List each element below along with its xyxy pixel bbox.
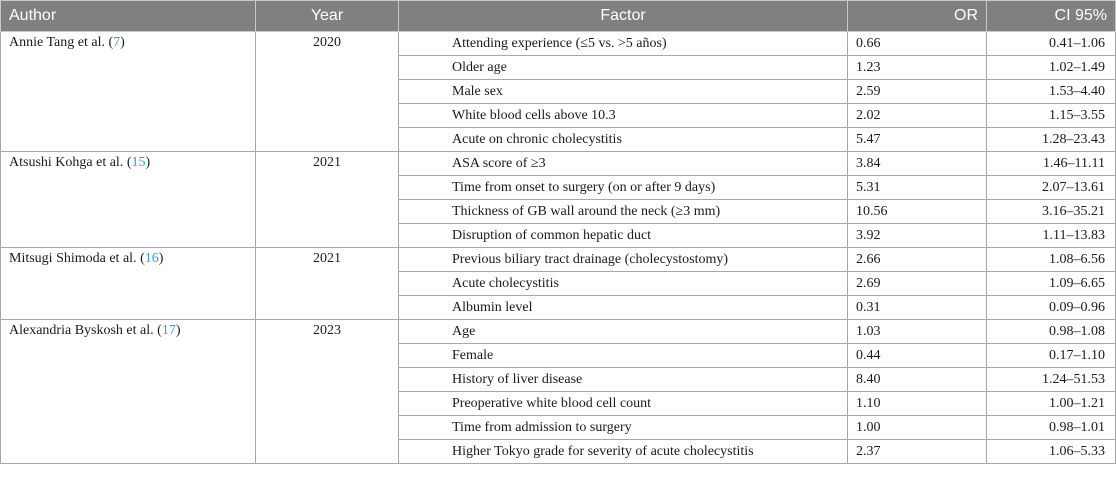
or-cell: 2.02 xyxy=(848,104,987,128)
or-cell: 3.84 xyxy=(848,152,987,176)
table-row xyxy=(1,320,1116,344)
ci-cell: 1.15–3.55 xyxy=(987,104,1116,128)
or-cell: 1.23 xyxy=(848,56,987,80)
factor-cell: Higher Tokyo grade for severity of acute cholecystitis xyxy=(399,440,848,464)
year-cell: 2020 xyxy=(256,32,399,152)
reference-link[interactable]: 16 xyxy=(144,251,159,266)
ci-cell: 1.53–4.40 xyxy=(987,80,1116,104)
or-cell: 5.31 xyxy=(848,176,987,200)
table-row xyxy=(1,152,1116,176)
factor-cell: Acute on chronic cholecystitis xyxy=(399,128,848,152)
ci-cell: 1.28–23.43 xyxy=(987,128,1116,152)
factor-cell: Time from admission to surgery xyxy=(399,416,848,440)
author-name: Atsushi Kohga et al. xyxy=(9,155,124,170)
ci-cell: 1.08–6.56 xyxy=(987,248,1116,272)
factor-cell: Preoperative white blood cell count xyxy=(399,392,848,416)
table-header xyxy=(1,1,1116,32)
factor-cell: Attending experience (≤5 vs. >5 años) xyxy=(399,32,848,56)
ci-cell: 0.41–1.06 xyxy=(987,32,1116,56)
year-cell: 2021 xyxy=(256,152,399,248)
factor-cell: History of liver disease xyxy=(399,368,848,392)
ci-cell: 1.09–6.65 xyxy=(987,272,1116,296)
header-ci: CI 95% xyxy=(987,1,1116,32)
ci-cell: 0.98–1.08 xyxy=(987,320,1116,344)
factor-cell: Age xyxy=(399,320,848,344)
or-cell: 1.10 xyxy=(848,392,987,416)
header-row xyxy=(1,1,1116,32)
header-author: Author xyxy=(1,1,256,32)
factor-cell: Male sex xyxy=(399,80,848,104)
table-body xyxy=(1,32,1116,464)
factor-cell: Acute cholecystitis xyxy=(399,272,848,296)
ci-cell: 1.06–5.33 xyxy=(987,440,1116,464)
reference-link[interactable]: 15 xyxy=(131,155,146,170)
ci-cell: 3.16–35.21 xyxy=(987,200,1116,224)
factor-cell: Time from onset to surgery (on or after 9 days) xyxy=(399,176,848,200)
factor-cell: Thickness of GB wall around the neck (≥3 mm) xyxy=(399,200,848,224)
year-cell: 2023 xyxy=(256,320,399,464)
author-name: Mitsugi Shimoda et al. xyxy=(9,251,137,266)
or-cell: 10.56 xyxy=(848,200,987,224)
ci-cell: 1.24–51.53 xyxy=(987,368,1116,392)
author-name: Annie Tang et al. xyxy=(9,35,105,50)
ci-cell: 1.00–1.21 xyxy=(987,392,1116,416)
or-cell: 2.66 xyxy=(848,248,987,272)
author-cell: Annie Tang et al. (7) xyxy=(1,32,256,152)
or-cell: 3.92 xyxy=(848,224,987,248)
or-cell: 0.66 xyxy=(848,32,987,56)
header-factor: Factor xyxy=(399,1,848,32)
reference-link[interactable]: 7 xyxy=(113,35,121,50)
or-cell: 5.47 xyxy=(848,128,987,152)
or-cell: 1.00 xyxy=(848,416,987,440)
reference-link[interactable]: 17 xyxy=(161,323,176,338)
author-name: Alexandria Byskosh et al. xyxy=(9,323,154,338)
factor-cell: Albumin level xyxy=(399,296,848,320)
ci-cell: 1.02–1.49 xyxy=(987,56,1116,80)
or-cell: 1.03 xyxy=(848,320,987,344)
or-cell: 2.59 xyxy=(848,80,987,104)
factor-cell: Previous biliary tract drainage (cholecystostomy) xyxy=(399,248,848,272)
or-cell: 0.44 xyxy=(848,344,987,368)
year-cell: 2021 xyxy=(256,248,399,320)
ci-cell: 1.11–13.83 xyxy=(987,224,1116,248)
ci-cell: 0.17–1.10 xyxy=(987,344,1116,368)
factor-cell: Disruption of common hepatic duct xyxy=(399,224,848,248)
ci-cell: 1.46–11.11 xyxy=(987,152,1116,176)
author-cell: Atsushi Kohga et al. (15) xyxy=(1,152,256,248)
factor-cell: Female xyxy=(399,344,848,368)
author-cell: Mitsugi Shimoda et al. (16) xyxy=(1,248,256,320)
header-or: OR xyxy=(848,1,987,32)
author-cell: Alexandria Byskosh et al. (17) xyxy=(1,320,256,464)
or-cell: 8.40 xyxy=(848,368,987,392)
table-row xyxy=(1,248,1116,272)
header-year: Year xyxy=(256,1,399,32)
or-cell: 2.69 xyxy=(848,272,987,296)
ci-cell: 0.98–1.01 xyxy=(987,416,1116,440)
factor-cell: White blood cells above 10.3 xyxy=(399,104,848,128)
table-row xyxy=(1,32,1116,56)
ci-cell: 0.09–0.96 xyxy=(987,296,1116,320)
or-cell: 2.37 xyxy=(848,440,987,464)
factor-cell: ASA score of ≥3 xyxy=(399,152,848,176)
ci-cell: 2.07–13.61 xyxy=(987,176,1116,200)
factor-cell: Older age xyxy=(399,56,848,80)
or-cell: 0.31 xyxy=(848,296,987,320)
